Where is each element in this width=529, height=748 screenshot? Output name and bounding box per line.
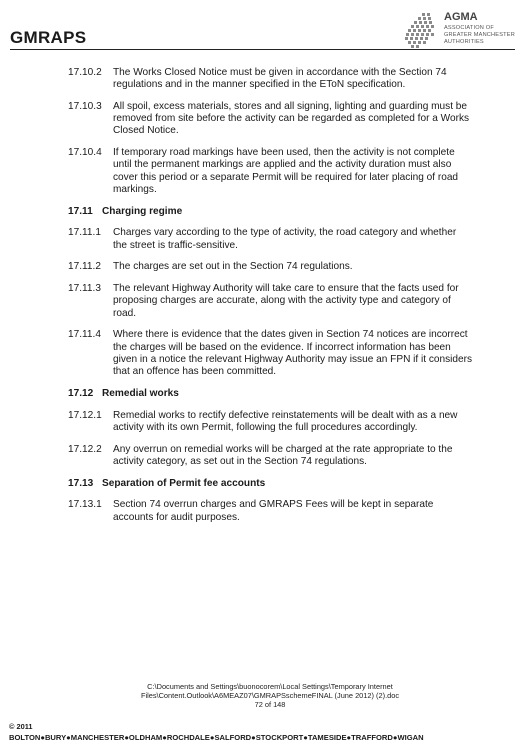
- paragraph-text: Remedial works to rectify defective reinstatements will be dealt with as a new activity with its own Permit, following the full procedures accordingly.: [113, 409, 458, 433]
- paragraph: [68, 261, 473, 273]
- paragraph: [68, 499, 473, 523]
- section-heading: [68, 478, 473, 490]
- paragraph: [68, 329, 473, 378]
- logo-subtitle: [444, 25, 515, 46]
- paragraph-number: 17.10.2: [68, 67, 102, 78]
- paragraph-number: 17.12.2: [68, 443, 102, 455]
- footer-file-path: [105, 682, 435, 709]
- paragraph-text: The Works Closed Notice must be given in accordance with the Section 74 regulations and in the manner specified in the EToN specification.: [113, 67, 447, 91]
- footer-path-line: C:\Documents and Settings\buonocorem\Local Settings\Temporary Internet: [147, 682, 393, 691]
- section-heading: [68, 206, 473, 218]
- paragraph: [68, 444, 473, 468]
- paragraph-text: Any overrun on remedial works will be charged at the rate appropriate to the activity category, as set out in the Section 74 regulations.: [113, 443, 453, 467]
- section-title: Remedial works: [102, 387, 179, 399]
- section-number: 17.11: [68, 205, 93, 217]
- paragraph-text: The charges are set out in the Section 74 regulations.: [113, 261, 353, 273]
- logo-subtitle-line: AUTHORITIES: [444, 39, 484, 45]
- section-heading: [68, 388, 473, 400]
- paragraph: [68, 283, 473, 320]
- paragraph-text: Section 74 overrun charges and GMRAPS Fees will be kept in separate accounts for audit purposes.: [113, 499, 434, 523]
- section-title: Separation of Permit fee accounts: [102, 477, 266, 489]
- section-title: Charging regime: [102, 205, 183, 217]
- section-number: 17.12: [68, 387, 94, 399]
- paragraph-text: Where there is evidence that the dates given in Section 74 notices are incorrect the charges will be based on the evidence. If incorrect information has been given in a notice the relevant Highway Authority may issue an FPN if it considers that an offence has been committed.: [113, 329, 473, 378]
- footer-path-line: Files\Content.Outlook\A6MEAZ07\GMRAPSschemeFINAL (June 2012) (2).doc: [140, 691, 400, 700]
- paragraph-number: 17.11.2: [68, 261, 101, 273]
- agma-logo-mark-icon: [402, 11, 438, 51]
- paragraph: [68, 147, 473, 196]
- document-body: [68, 67, 473, 533]
- paragraph-text: Charges vary according to the type of activity, the road category and whether the street is traffic-sensitive.: [113, 227, 457, 251]
- logo-name: AGMA: [444, 11, 478, 23]
- paragraph: [68, 101, 473, 138]
- header-title: GMRAPS: [10, 28, 87, 47]
- council-list: BOLTON●BURY●MANCHESTER●OLDHAM●ROCHDALE●SALFORD●STOCKPORT●TAMESIDE●TRAFFORD●WIGAN: [9, 733, 424, 742]
- paragraph: [68, 227, 473, 251]
- page-number: 72 of 148: [254, 700, 286, 709]
- paragraph-number: 17.10.3: [68, 101, 102, 112]
- paragraph-number: 17.11.1: [68, 227, 101, 239]
- paragraph-number: 17.11.3: [68, 283, 101, 295]
- paragraph: [68, 410, 473, 434]
- agma-logo: [402, 9, 522, 53]
- paragraph-text: The relevant Highway Authority will take care to ensure that the facts used for proposing charges are accurate, along with the activity type and category of road.: [113, 283, 459, 319]
- copyright-notice: © 2011: [9, 722, 33, 731]
- paragraph: [68, 67, 473, 91]
- section-number: 17.13: [68, 477, 94, 489]
- paragraph-number: 17.12.1: [68, 409, 102, 421]
- paragraph-text: All spoil, excess materials, stores and all signing, lighting and guarding must be removed from site before the activity can be regarded as completed for a Works Closed Notice.: [113, 101, 470, 137]
- paragraph-number: 17.13.1: [68, 499, 102, 511]
- paragraph-number: 17.10.4: [68, 147, 102, 159]
- paragraph-text: If temporary road markings have been used, then the activity is not complete until the permanent markings are applied and the activity duration must also cover this period or a separate Permit will be required for later placing of road markings.: [113, 147, 459, 195]
- logo-subtitle-line: GREATER MANCHESTER: [444, 32, 515, 38]
- paragraph-number: 17.11.4: [68, 329, 101, 341]
- logo-subtitle-line: ASSOCIATION OF: [444, 25, 494, 31]
